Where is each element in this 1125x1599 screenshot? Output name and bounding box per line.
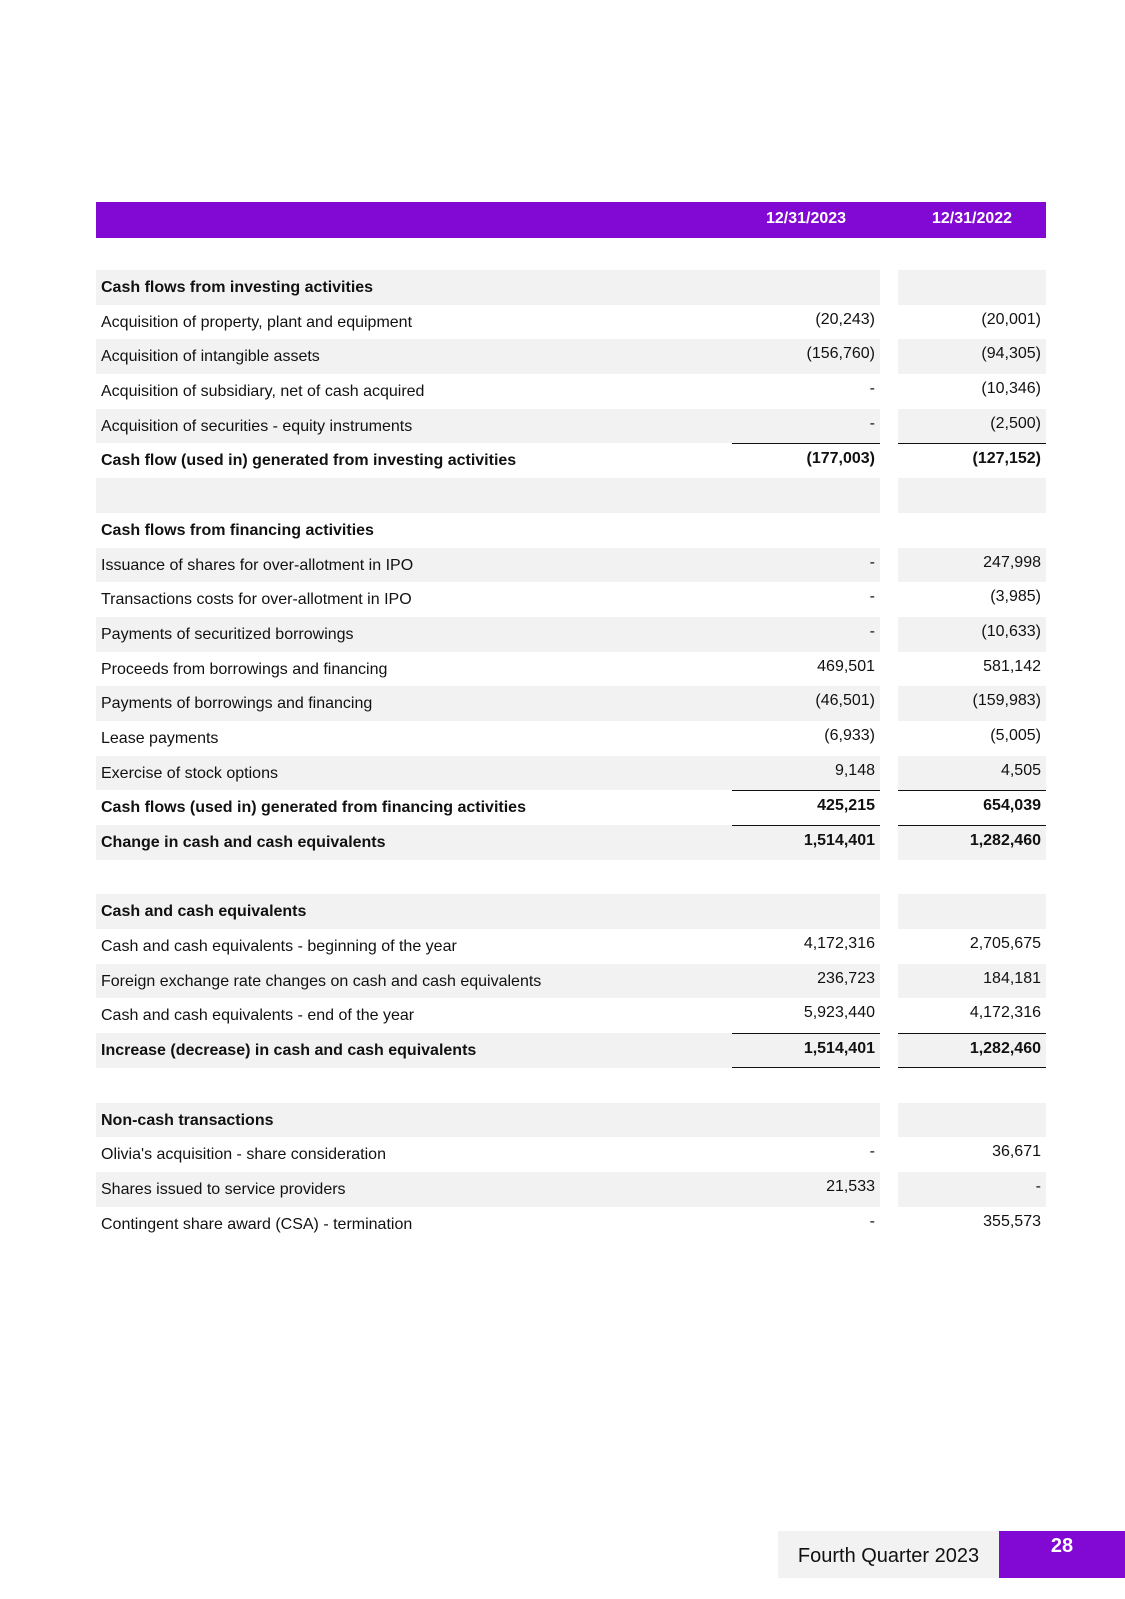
value-2022: (5,005) <box>990 726 1041 744</box>
row-label <box>96 860 732 895</box>
value-2023: (20,243) <box>815 310 875 328</box>
value-2022 <box>898 860 1046 895</box>
value-2023: - <box>732 409 880 444</box>
value-2023: 1,514,401 <box>732 1033 880 1068</box>
total-row <box>96 825 1046 860</box>
row-label <box>96 1068 732 1103</box>
value-2022 <box>898 1068 1046 1103</box>
total-row <box>96 1033 1046 1068</box>
table-header <box>96 202 1046 238</box>
value-2023: 5,923,440 <box>803 1004 875 1022</box>
value-2022: 1,282,460 <box>898 825 1046 860</box>
value-2023: (156,760) <box>732 339 880 374</box>
row-label: Cash flows (used in) generated from financing activities <box>101 799 526 817</box>
value-2022: (10,633) <box>898 617 1046 652</box>
row-label: Acquisition of intangible assets <box>96 339 732 374</box>
value-2023: 236,723 <box>732 964 880 999</box>
row-label: Foreign exchange rate changes on cash and cash equivalents <box>96 964 732 999</box>
table-row <box>96 929 1046 964</box>
value-2023: 21,533 <box>732 1172 880 1207</box>
value-2022 <box>898 513 1046 548</box>
table-row <box>96 1137 1046 1172</box>
value-2023 <box>732 894 880 929</box>
row-label: Cash and cash equivalents - end of the year <box>101 1007 415 1025</box>
section-heading-row <box>96 270 1046 305</box>
table-row <box>96 617 1046 652</box>
row-label: Payments of securitized borrowings <box>96 617 732 652</box>
footer-label: Fourth Quarter 2023 <box>778 1531 999 1578</box>
value-2022: 2,705,675 <box>969 935 1041 953</box>
row-label: Exercise of stock options <box>96 756 732 791</box>
column-header-2022: 12/31/2022 <box>931 210 1013 227</box>
row-label: Cash and cash equivalents <box>96 894 732 929</box>
value-2023: - <box>869 588 875 606</box>
table-row <box>96 548 1046 583</box>
row-label: Cash flows from investing activities <box>96 270 732 305</box>
value-2023: 425,215 <box>732 790 880 825</box>
value-2022: 581,142 <box>983 657 1041 675</box>
row-label: Cash flows from financing activities <box>101 521 374 539</box>
value-2023: - <box>869 1212 875 1230</box>
table-row <box>96 1207 1046 1242</box>
table-row <box>96 721 1046 756</box>
row-label: Increase (decrease) in cash and cash equivalents <box>96 1033 732 1068</box>
value-2022 <box>898 270 1046 305</box>
row-label: Payments of borrowings and financing <box>96 686 732 721</box>
value-2023: 1,514,401 <box>732 825 880 860</box>
value-2023 <box>732 1103 880 1138</box>
value-2022: (2,500) <box>898 409 1046 444</box>
row-label: Proceeds from borrowings and financing <box>101 660 388 678</box>
row-label: Issuance of shares for over-allotment in IPO <box>96 548 732 583</box>
row-label: Non-cash transactions <box>96 1103 732 1138</box>
table-row <box>96 305 1046 340</box>
value-2023: 9,148 <box>732 756 880 791</box>
row-label: Cash flow (used in) generated from investing activities <box>101 452 517 470</box>
row-label: Olivia's acquisition - share consideration <box>101 1146 386 1164</box>
value-2023 <box>732 513 880 548</box>
value-2023: 469,501 <box>817 657 875 675</box>
row-label: Cash and cash equivalents - beginning of the year <box>101 938 457 956</box>
value-2023: (177,003) <box>732 443 880 478</box>
table-row <box>96 339 1046 374</box>
section-heading-row <box>96 1103 1046 1138</box>
table-row <box>96 1068 1046 1103</box>
cash-flow-table <box>96 270 1046 1241</box>
value-2023: - <box>732 617 880 652</box>
section-heading-row <box>96 894 1046 929</box>
row-label: Acquisition of property, plant and equipment <box>101 313 413 331</box>
value-2022: (10,346) <box>981 380 1041 398</box>
value-2023 <box>732 1068 880 1103</box>
value-2022: (3,985) <box>990 588 1041 606</box>
value-2023: - <box>869 1143 875 1161</box>
value-2022 <box>898 1103 1046 1138</box>
table-row <box>96 998 1046 1033</box>
value-2023 <box>732 478 880 513</box>
value-2022: 355,573 <box>983 1212 1041 1230</box>
value-2022: 247,998 <box>898 548 1046 583</box>
value-2022: 1,282,460 <box>898 1033 1046 1068</box>
value-2022 <box>898 894 1046 929</box>
row-label <box>96 478 732 513</box>
row-label: Lease payments <box>101 729 219 747</box>
value-2022: 184,181 <box>898 964 1046 999</box>
row-label: Shares issued to service providers <box>96 1172 732 1207</box>
row-label: Acquisition of subsidiary, net of cash acquired <box>101 383 425 401</box>
value-2022: 36,671 <box>992 1143 1041 1161</box>
table-row <box>96 756 1046 791</box>
table-row <box>96 964 1046 999</box>
value-2023: 4,172,316 <box>803 935 875 953</box>
value-2023: - <box>732 548 880 583</box>
total-row <box>96 443 1046 478</box>
table-row <box>96 652 1046 687</box>
value-2022: (127,152) <box>898 443 1046 478</box>
table-row <box>96 860 1046 895</box>
value-2022 <box>898 478 1046 513</box>
section-heading-row <box>96 513 1046 548</box>
row-label: Contingent share award (CSA) - termination <box>101 1215 413 1233</box>
value-2022: 654,039 <box>898 790 1046 825</box>
value-2022: 4,505 <box>898 756 1046 791</box>
table-row <box>96 374 1046 409</box>
table-row <box>96 478 1046 513</box>
value-2022: 4,172,316 <box>969 1004 1041 1022</box>
row-label: Change in cash and cash equivalents <box>96 825 732 860</box>
table-row <box>96 686 1046 721</box>
value-2023 <box>732 860 880 895</box>
value-2022: (159,983) <box>898 686 1046 721</box>
value-2023: (46,501) <box>732 686 880 721</box>
table-row <box>96 1172 1046 1207</box>
value-2022: (20,001) <box>981 310 1041 328</box>
table-row <box>96 409 1046 444</box>
page-number: 28 <box>999 1531 1125 1578</box>
table-row <box>96 582 1046 617</box>
value-2022: - <box>898 1172 1046 1207</box>
total-row <box>96 790 1046 825</box>
row-label: Acquisition of securities - equity instruments <box>96 409 732 444</box>
value-2023: - <box>869 380 875 398</box>
row-label: Transactions costs for over-allotment in IPO <box>101 591 412 609</box>
value-2022: (94,305) <box>898 339 1046 374</box>
value-2023: (6,933) <box>824 726 875 744</box>
column-header-2023: 12/31/2023 <box>765 210 847 227</box>
value-2023 <box>732 270 880 305</box>
